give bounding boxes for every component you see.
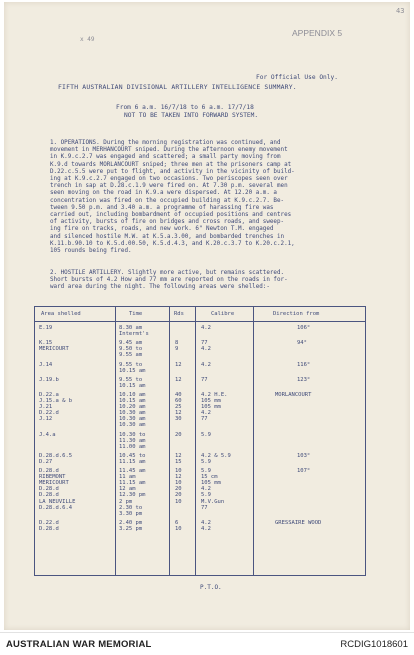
table-cell-calibre: 5.9 bbox=[201, 458, 211, 465]
table-cell-rds: 12 bbox=[175, 410, 182, 417]
operations-line: trench in sap at D.28.c.1.9 were fired on. At 7.30 p.m. several men bbox=[50, 183, 288, 190]
table-cell-area: MERICOURT bbox=[39, 480, 69, 487]
table-cell-calibre: 105 mm bbox=[201, 398, 221, 404]
table-cell-area: D.28.d.6.4 bbox=[39, 504, 73, 511]
table-cell-time: 12.30 pm bbox=[119, 492, 146, 499]
operations-line: K.9.d towards MORLANCOURT sniped; three men at the prisoners camp at bbox=[50, 161, 292, 168]
table-cell-direction: GRESSAIRE WOOD bbox=[275, 519, 322, 526]
table-cell-area: E.19 bbox=[39, 325, 53, 331]
table-cell-time: 10.15 am bbox=[119, 398, 146, 404]
table-cell-area: J.21 bbox=[39, 404, 53, 411]
table-cell-time: 11.15 am bbox=[119, 480, 146, 487]
table-cell-time: 10.45 to bbox=[119, 452, 146, 459]
table-cell-time: 9.50 to bbox=[119, 346, 143, 353]
table-cell-time: 9.45 am bbox=[119, 340, 143, 347]
table-cell-time: 10.30 am bbox=[119, 416, 146, 423]
table-cell-rds: 60 bbox=[175, 398, 182, 404]
table-cell-rds: 20 bbox=[175, 431, 182, 438]
period-line: From 6 a.m. 16/7/18 to 6 a.m. 17/7/18 bbox=[116, 104, 254, 111]
pto-mark: P.T.O. bbox=[200, 584, 222, 591]
table-cell-direction: 123° bbox=[297, 376, 311, 383]
table-cell-time: 10.15 am bbox=[119, 367, 146, 374]
operations-line: movement in MERHANCOURT sniped. During the afternoon enemy movement bbox=[50, 147, 288, 154]
table-cell-time: 11.30 am bbox=[119, 437, 146, 444]
table-header-calibre: Calibre bbox=[211, 311, 235, 317]
table-cell-direction: 107° bbox=[297, 468, 311, 474]
table-cell-direction: MORLANCOURT bbox=[275, 391, 312, 398]
table-cell-area: J.19.b bbox=[39, 376, 59, 383]
table-cell-time: 11 am bbox=[119, 474, 136, 481]
table-cell-rds: 10 bbox=[175, 468, 182, 474]
table-cell-time: 11.00 am bbox=[119, 443, 146, 450]
table-cell-rds: 12 bbox=[175, 452, 182, 459]
archive-footer-bar bbox=[0, 632, 414, 655]
table-cell-area: D.22.d bbox=[39, 519, 59, 526]
operations-line: in K.9.c.2.7 was engaged and scattered; a small party moving from bbox=[50, 154, 281, 161]
table-cell-rds: 30 bbox=[175, 416, 182, 423]
operations-line: K.11.b.90.10 to K.5.d.00.50, K.5.d.4.3, and K.20.c.3.7 to K.20.c.2.1, bbox=[50, 240, 295, 247]
table-cell-direction: 94° bbox=[297, 340, 307, 347]
table-header-time: Time bbox=[129, 311, 143, 317]
table-cell-calibre: 4.2 bbox=[201, 486, 211, 493]
table-cell-area: D.28.d bbox=[39, 468, 59, 474]
table-cell-time: 3.30 pm bbox=[119, 510, 143, 517]
table-cell-time: 10.30 to bbox=[119, 431, 146, 438]
table-cell-time: 10.30 am bbox=[119, 410, 146, 417]
corner-page-number: 43 bbox=[396, 7, 405, 15]
operations-line: seen moving on the road in K.9.a were dispersed. At 12.20 a.m. a bbox=[50, 190, 277, 197]
table-cell-calibre: 4.2 bbox=[201, 346, 211, 353]
table-cell-time: 12 am bbox=[119, 486, 136, 493]
archive-reference: RCDIG1018601 bbox=[340, 639, 408, 650]
hostile-artillery-line: ward area during the night. The following areas were shelled:- bbox=[50, 284, 270, 291]
operations-line: ing fire on tracks, roads, and new work. 6" Newton T.M. engaged bbox=[50, 226, 274, 233]
operations-line: ing at K.9.c.2.7 engaged on two occasions. Two periscopes seen over bbox=[50, 176, 288, 183]
table-cell-calibre: 4.2 H.E. bbox=[201, 391, 228, 398]
table-cell-calibre: M.V.Gun bbox=[201, 498, 225, 505]
table-cell-area: D.28.d.6.5 bbox=[39, 452, 73, 459]
table-cell-calibre: 4.2 bbox=[201, 325, 211, 331]
table-cell-rds: 20 bbox=[175, 492, 182, 499]
table-cell-area: D.28.d bbox=[39, 525, 59, 532]
table-cell-time: Intermt's bbox=[119, 331, 149, 338]
table-cell-area: K.15 bbox=[39, 340, 53, 347]
table-cell-area: J.14 bbox=[39, 361, 53, 368]
operations-line: concentration was fired on the occupied building at K.9.c.2.7. Be- bbox=[50, 197, 285, 204]
table-cell-rds: 10 bbox=[175, 525, 182, 532]
table-cell-area: J.12 bbox=[39, 416, 53, 423]
table-cell-area: LA NEUVILLE bbox=[39, 498, 76, 505]
hostile-artillery-line: Short bursts of 4.2 How and 77 mm are reported on the roads in for- bbox=[50, 277, 288, 284]
table-cell-rds: 15 bbox=[175, 458, 182, 465]
table-cell-area: D.28.d bbox=[39, 492, 59, 499]
summary-title: FIFTH AUSTRALIAN DIVISIONAL ARTILLERY INTELLIGENCE SUMMARY. bbox=[58, 83, 297, 91]
hostile-artillery-line: 2. HOSTILE ARTILLERY. Slightly more active, but remains scattered. bbox=[50, 270, 285, 276]
operations-line: 1. OPERATIONS. During the morning registration was continued, and bbox=[50, 140, 281, 146]
operations-line: D.22.c.5.5 were put to flight, and activity in the vicinity of build- bbox=[50, 168, 295, 175]
table-header-rds: Rds bbox=[174, 311, 184, 317]
table-cell-calibre: 4.2 bbox=[201, 519, 211, 526]
table-cell-rds: 40 bbox=[175, 391, 182, 398]
table-cell-area: D.22.a bbox=[39, 391, 59, 398]
appendix-annotation: APPENDIX 5 bbox=[292, 28, 343, 38]
archive-name: AUSTRALIAN WAR MEMORIAL bbox=[6, 639, 152, 650]
table-cell-rds: 12 bbox=[175, 376, 182, 383]
table-cell-time: 2.40 pm bbox=[119, 519, 143, 526]
table-header-direction: Direction from bbox=[273, 311, 320, 317]
table-cell-area: MERICOURT bbox=[39, 346, 69, 353]
table-cell-calibre: 105 mm bbox=[201, 480, 221, 487]
table-cell-rds: 9 bbox=[175, 346, 179, 353]
table-cell-calibre: 4.2 & 5.9 bbox=[201, 452, 231, 459]
operations-line: carried out, including bombardment of occupied positions and centres bbox=[50, 212, 292, 219]
table-cell-calibre: 4.2 bbox=[201, 361, 211, 368]
table-cell-direction: 106° bbox=[297, 325, 311, 331]
table-cell-rds: 12 bbox=[175, 361, 182, 368]
operations-line: tween 9.50 p.m. and 3.40 a.m. a programme of harassing fire was bbox=[50, 204, 274, 211]
table-cell-calibre: 77 bbox=[201, 416, 208, 423]
table-cell-area: D.28.d bbox=[39, 486, 59, 493]
table-cell-rds: 12 bbox=[175, 474, 182, 481]
document-page bbox=[4, 2, 410, 630]
table-cell-direction: 103° bbox=[297, 452, 311, 459]
table-cell-time: 2 pm bbox=[119, 498, 133, 505]
table-cell-time: 3.25 pm bbox=[119, 525, 143, 532]
table-cell-time: 11.15 am bbox=[119, 458, 146, 465]
table-cell-calibre: 105 mm bbox=[201, 404, 221, 411]
table-cell-rds: 10 bbox=[175, 498, 182, 505]
left-pencil-mark: x 49 bbox=[80, 36, 95, 43]
table-cell-calibre: 4.2 bbox=[201, 410, 211, 417]
table-cell-time: 10.20 am bbox=[119, 404, 146, 411]
operations-line: and silenced hostile M.W. at K.5.a.3.00, and bombarded trenches in bbox=[50, 233, 285, 240]
table-cell-rds: 10 bbox=[175, 480, 182, 487]
table-cell-time: 11.45 am bbox=[119, 468, 146, 474]
table-cell-calibre: 77 bbox=[201, 340, 208, 347]
table-cell-area: D.27 bbox=[39, 458, 53, 465]
table-cell-time: 10.15 am bbox=[119, 382, 146, 389]
table-cell-time: 10.10 am bbox=[119, 391, 146, 398]
operations-line: 105 rounds being fired. bbox=[50, 248, 132, 255]
table-cell-time: 10.30 am bbox=[119, 422, 146, 429]
table-cell-calibre: 77 bbox=[201, 504, 208, 511]
notice-line: NOT TO BE TAKEN INTO FORWARD SYSTEM. bbox=[124, 112, 259, 119]
shelling-table bbox=[34, 306, 366, 576]
official-use-line: For Official Use Only. bbox=[256, 74, 338, 81]
table-cell-time: 9.55 to bbox=[119, 376, 143, 383]
table-cell-time: 9.55 to bbox=[119, 361, 143, 368]
table-cell-calibre: 5.9 bbox=[201, 468, 211, 474]
table-cell-calibre: 4.2 bbox=[201, 525, 211, 532]
table-cell-time: 9.55 am bbox=[119, 352, 143, 359]
hostile-artillery-section bbox=[50, 270, 368, 292]
operations-line: of activity, bursts of fire on bridges and cross roads, and sweep- bbox=[50, 219, 285, 226]
table-cell-area: J.15.a & b bbox=[39, 398, 73, 404]
table-cell-rds: 20 bbox=[175, 486, 182, 493]
table-cell-time: 2.30 to bbox=[119, 504, 143, 511]
table-cell-calibre: 77 bbox=[201, 376, 208, 383]
table-cell-area: J.4.a bbox=[39, 431, 56, 438]
table-cell-rds: 25 bbox=[175, 404, 182, 411]
table-cell-calibre: 5.9 bbox=[201, 492, 211, 499]
table-cell-area: D.22.d bbox=[39, 410, 59, 417]
table-cell-time: 8.30 am bbox=[119, 325, 143, 331]
table-header-area: Area shelled bbox=[41, 311, 81, 317]
operations-section bbox=[50, 140, 368, 255]
table-cell-direction: 116° bbox=[297, 361, 311, 368]
table-cell-area: RIBEMONT bbox=[39, 474, 66, 481]
table-cell-calibre: 15 cm bbox=[201, 474, 218, 481]
table-cell-rds: 6 bbox=[175, 519, 179, 526]
table-cell-rds: 8 bbox=[175, 340, 179, 347]
table-cell-calibre: 5.9 bbox=[201, 431, 211, 438]
